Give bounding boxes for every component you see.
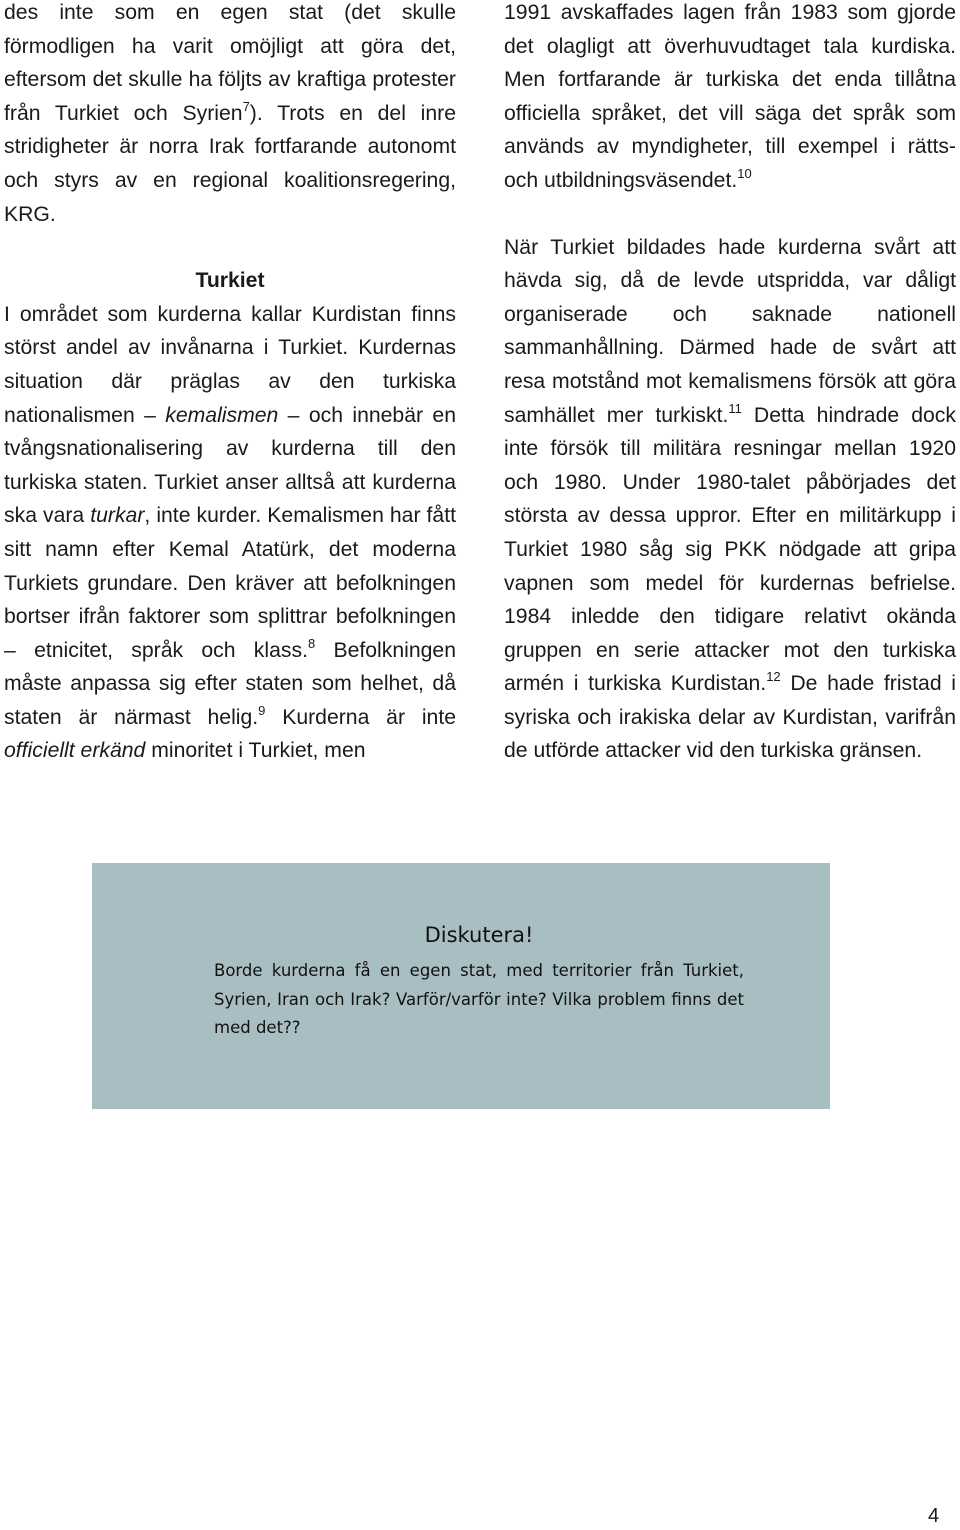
emphasis-text: officiellt erkänd — [4, 739, 146, 763]
right-paragraph-language — [504, 0, 956, 198]
right-column — [504, 0, 956, 768]
body-text: När Turkiet bildades hade kurderna svårt att hävda sig, då de levde utspridda, var dåligt organiserade och saknade nationell sammanhållning. Därmed hade de svårt att resa motstånd mot kemalismens försök att göra samhället mer turkiskt. — [504, 235, 956, 427]
body-text: des inte som en egen stat (det skulle förmodligen ha varit omöjligt att göra det, eftersom det skulle ha följts av kraftiga protester från Turkiet och Syrien — [4, 1, 456, 125]
emphasis-text: kemalismen — [165, 403, 279, 427]
body-text: ). Trots en del inre stridigheter är norra Irak fortfarande autonomt och styrs av en regional koalitionsregering, KRG. — [4, 101, 456, 226]
body-text: Befolkningen måste anpassa sig efter staten som helhet, då staten är närmast helig. — [4, 638, 456, 729]
body-text: I området som kurderna kallar Kurdistan finns störst andel av invånarna i Turkiet. Kurdernas situation där präglas av den turkiska nationalismen – — [4, 302, 456, 427]
page-number: 4 — [928, 1505, 940, 1527]
footnote-ref[interactable]: 11 — [728, 400, 742, 416]
left-paragraph-intro — [4, 0, 456, 231]
left-column — [4, 0, 456, 768]
section-heading: Turkiet — [195, 269, 265, 293]
right-paragraph-history — [504, 231, 956, 769]
body-text: De hade fristad i syriska och irakiska delar av Kurdistan, varifrån de utförde attacker vid den turkiska gränsen. — [504, 672, 956, 763]
footnote-ref[interactable]: 10 — [737, 165, 752, 181]
body-text: – och innebär en tvångsnationalisering av kurderna till den turkiska staten. Turkiet anser alltså att kurderna ska vara — [4, 403, 456, 528]
discussion-box — [92, 863, 830, 1109]
footnote-ref[interactable]: 8 — [307, 635, 316, 651]
footnote-ref[interactable]: 9 — [258, 702, 266, 718]
emphasis-text: turkar — [90, 504, 145, 528]
body-text: , inte kurder. Kemalismen har fått sitt namn efter Kemal Atatürk, det moderna Turkiets grundare. Den kräver att befolkningen bortser ifrån faktorer som splittrar befolkningen – etnicitet, språk och klass. — [4, 504, 456, 662]
body-text: minoritet i Turkiet, men — [145, 739, 366, 763]
discussion-content — [214, 923, 744, 1043]
discussion-title: Diskutera! — [424, 923, 534, 947]
body-text: Kurderna är inte — [265, 705, 456, 729]
footnote-ref[interactable]: 12 — [766, 669, 781, 685]
body-text: 1991 avskaffades lagen från 1983 som gjorde det olagligt att överhuvudtaget tala kurdiska. Men fortfarande är turkiska det enda tillåtna officiella språket, det vill säga det språk som används av myndigheter, till exempel i rätts- och utbildningsväsendet. — [504, 1, 956, 192]
body-text: Detta hindrade dock inte försök till militära resningar mellan 1920 och 1980. Under 1980-talet påbörjades det största av dessa uppror. Efter en militärkupp i Turkiet 1980 såg sig PKK nödgade att gripa vapnen som medel för kurdernas befrielse. 1984 inledde den tidigare relativt okända gruppen en serie attacker mot den turkiska armén i turkiska Kurdistan. — [504, 403, 956, 696]
left-paragraph-turkiet — [4, 298, 456, 768]
footnote-ref[interactable]: 7 — [242, 98, 250, 114]
discussion-question: Borde kurderna få en egen stat, med territorier från Turkiet, Syrien, Iran och Irak? Varför/varför inte? Vilka problem finns det med det?? — [214, 961, 744, 1037]
